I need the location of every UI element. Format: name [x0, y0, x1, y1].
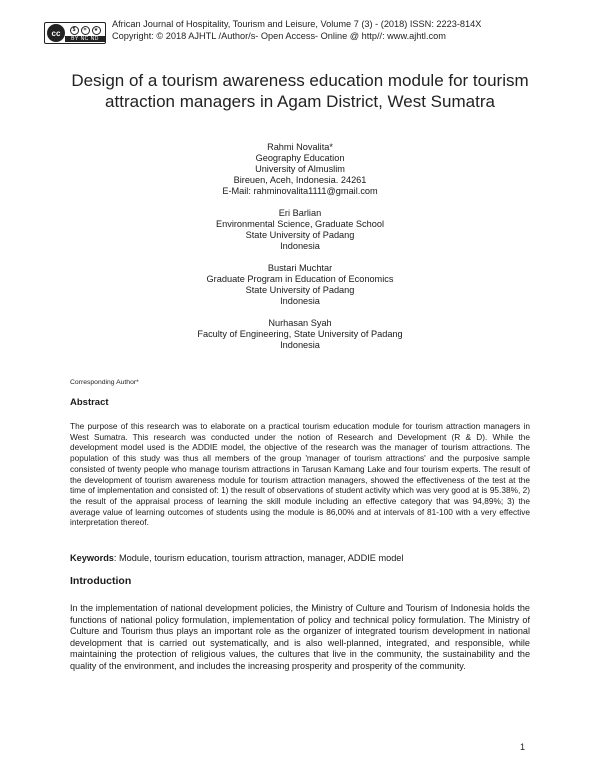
author-email[interactable]: E-Mail: rahminovalita1111@gmail.com	[222, 186, 378, 196]
author-name: Bustari Muchtar	[267, 263, 333, 273]
cc-license-icons	[65, 25, 105, 42]
journal-citation-line: African Journal of Hospitality, Tourism and Leisure, Volume 7 (3) - (2018) ISSN: 2223-814X	[112, 19, 482, 29]
author-affiliation: University of Almuslim	[255, 164, 345, 174]
author-name: Nurhasan Syah	[268, 318, 332, 328]
author-country: Indonesia	[280, 340, 320, 350]
author-block	[100, 142, 500, 197]
abstract-text: The purpose of this research was to elaborate on a practical tourism education module for tourism attraction managers in West Sumatra. This research was conducted under the notion of Research and Development (R & D). While the development model used is the ADDIE model, the objective of the research was the manager of tourism attractions. The population of this study was thus all members of the group 'manager of tourism attractions' and the purposive sample consisted of twenty people who manage tourism attractions in Tarusan Kamang Lake and four tourism experts. The result of the development of tourism awareness module for tourism attraction managers, showed the effectiveness of the test at the time of implementation and consisted of: 1) the result of observations of student activity which was very good at is 95.38%, 2) the result of the appraisal process of learning the skill module including an effective category that was 94,89%; 3) the average value of learning outcomes of students using the module is 86,00% and at intervals of 81-100 with a very effective interpretation thereof.	[70, 421, 530, 528]
paper-title: Design of a tourism awareness education module for tourism attraction managers in Agam District, West Sumatra	[71, 71, 529, 111]
cc-license-text: BY NC ND	[65, 36, 105, 42]
noderivatives-icon: ★	[92, 26, 101, 35]
introduction-paragraph: In the implementation of national development policies, the Ministry of Culture and Tourism of Indonesia holds the functions of national policy formulation, implementation of policy and technical policy formulation. The Ministry of Culture and Tourism thus plays an important role as the organizer of integrated tourism development in national development that is carried out systematically, and is also well-planned, integrated, and responsible, while maintaining the protection of religious values, the cultures that live in the community, the sustainability and the quality of the environment, and includes the increasing prosperity and prosperity of the community.	[70, 603, 530, 671]
cc-logo-icon: cc	[47, 24, 65, 42]
author-country: Indonesia	[280, 296, 320, 306]
author-block	[100, 263, 500, 307]
keywords-text: : Module, tourism education, tourism attraction, manager, ADDIE model	[113, 553, 404, 563]
copyright-line: Copyright: © 2018 AJHTL /Author/s- Open Access- Online @ http//: www.ajhtl.com	[112, 31, 446, 41]
author-name: Rahmi Novalita*	[267, 142, 333, 152]
author-block	[100, 208, 500, 252]
author-affiliation: Environmental Science, Graduate School	[215, 219, 385, 229]
creative-commons-license-badge[interactable]	[44, 22, 106, 44]
author-affiliation: Graduate Program in Education of Economics	[206, 274, 394, 284]
keywords-label: Keywords	[70, 553, 114, 563]
page-number: 1	[520, 742, 526, 752]
introduction-heading: Introduction	[70, 575, 132, 587]
author-country: Indonesia	[280, 241, 320, 251]
author-affiliation: Faculty of Engineering, State University of Padang	[197, 329, 403, 339]
abstract-heading: Abstract	[70, 397, 109, 408]
noncommercial-icon: =	[81, 26, 90, 35]
author-list	[100, 142, 500, 362]
author-block	[100, 318, 500, 351]
author-affiliation: State University of Padang	[245, 230, 355, 240]
keywords-line	[70, 553, 403, 563]
author-affiliation: Geography Education	[255, 153, 345, 163]
attribution-icon: $	[70, 26, 79, 35]
corresponding-author-note: Corresponding Author*	[70, 379, 139, 386]
author-address: Bireuen, Aceh, Indonesia. 24261	[233, 175, 367, 185]
author-name: Eri Barlian	[278, 208, 322, 218]
author-affiliation: State University of Padang	[245, 285, 355, 295]
